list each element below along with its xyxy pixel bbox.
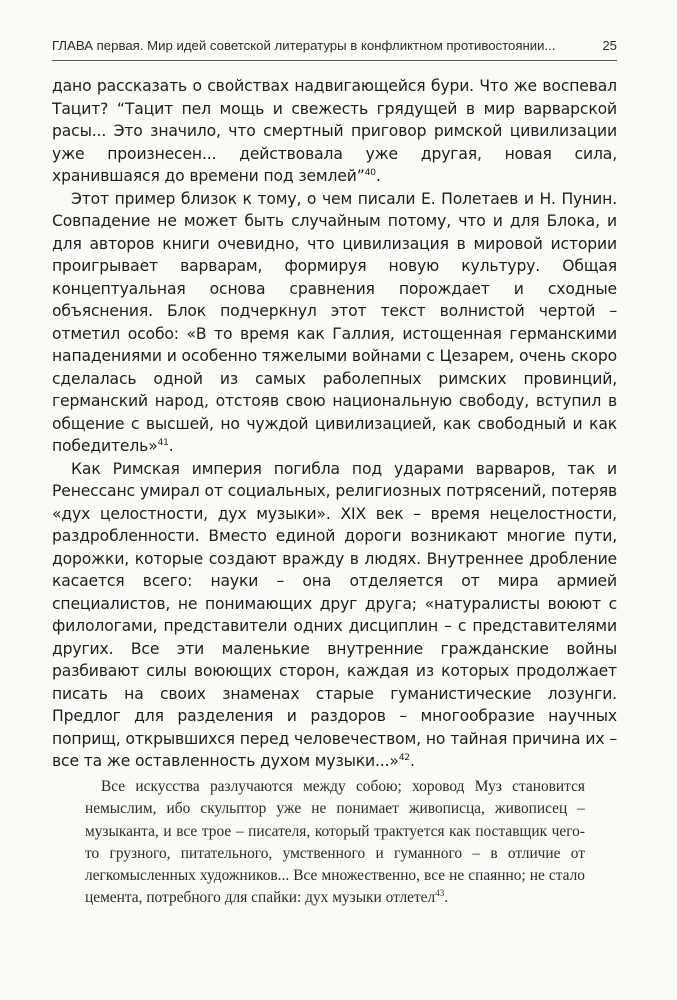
quote-paragraph: Все искусства разлучаются между собою; хоровод Муз становится немыслим, ибо скульптор уже не понимает живописца, живописец – музыканта, и все трое – писателя, который трактуется как поставщик чего-то грузного, питательного, умственного и гуманного – в отличие от легкомысленных художников... Все множественно, все не спаянно; не стало цемента, потребного для спайки: дух музыки отлетел$^{43}$. (85, 778, 585, 907)
footnote-ref[interactable]: 41 (157, 438, 169, 448)
paragraph-text: дано рассказать о свойствах надвигающейся бури. Что же воспевал Тацит? “Тацит пел мощь и свежесть грядущей в мир варварской расы... Это значило, что смертный приговор римской цивилизации уже произнесен... действовала уже другая, новая сила, хранившаяся до времени под землей” (52, 77, 617, 185)
footnote-ref[interactable]: 43 (435, 888, 445, 899)
block-quote (85, 776, 585, 910)
paragraph: дано рассказать о свойствах надвигающейся бури. Что же воспевал Тацит? “Тацит пел мощь и свежесть грядущей в мир варварской расы... Это значило, что смертный приговор римской цивилизации уже произнесен... действовала уже другая, новая сила, хранившаяся до времени под землей”$^{40}$. (52, 77, 617, 185)
paragraph-text: Как Римская империя погибла под ударами варваров, так и Ренессанс умирал от социальных, религиозных потрясений, потеряв «дух целостности, дух музыки». XIX век – время нецелостности, раздробленности. Вместо единой дороги возникают многие пути, дорожки, которые создают вражду в людях. Внутреннее дробление касается всего: науки – она отделяется от мира армией специалистов, не понимающих друг друга; «натуралисты воюют с филологами, представители одних дисциплин – с представителями других. Все эти маленькие внутренние гражданские войны разбивают силы воюющих сторон, каждая из которых продолжает писать на своих знаменах старые гуманистические лозунги. Предлог для разделения и раздоров – многообразие научных поприщ, открывшихся перед человечеством, но тайная причина их – все та же оставленность духом музыки...» (52, 459, 617, 770)
footnote-ref[interactable]: 40 (364, 168, 376, 178)
quote-text: Все искусства разлучаются между собою; хоровод Муз становится немыслим, ибо скульптор уже не понимает живописца, живописец – музыканта, и все трое – писателя, который трактуется как поставщик чего-то грузного, питательного, умственного и гуманного – в отличие от легкомысленных художников... Все множественно, все не спаянно; не стало цемента, потребного для спайки: дух музыки отлетел (85, 778, 585, 907)
page-number: 25 (602, 38, 617, 53)
chapter-title: ГЛАВА первая. Мир идей советской литературы в конфликтном противостоянии... (52, 38, 556, 53)
running-header (52, 38, 617, 61)
paragraph: Этот пример близок к тому, о чем писали Е. Полетаев и Н. Пунин. Совпадение не может быть случайным потому, что и для Блока, и для авторов книги очевидно, что цивилизация в мировой истории проигрывает варварам, формируя новую культуру. Общая концептуальная основа сравнения порождает и сходные объяснения. Блок подчеркнул этот текст волнистой чертой – отметил особо: «В то время как Галлия, истощенная германскими нападениями и особенно тяжелыми войнами с Цезарем, очень скоро сделалась одной из самых раболепных римских провинций, германский народ, отстояв свою национальную свободу, вступил в общение с высшей, но чуждой цивилизацией, как свободный и как победитель»$^{41}$. (52, 189, 617, 455)
paragraph-text: Этот пример близок к тому, о чем писали Е. Полетаев и Н. Пунин. Совпадение не может быть случайным потому, что и для Блока, и для авторов книги очевидно, что цивилизация в мировой истории проигрывает варварам, формируя новую культуру. Общая концептуальная основа сравнения порождает и сходные объяснения. Блок подчеркнул этот текст волнистой чертой – отметил особо: «В то время как Галлия, истощенная германскими нападениями и особенно тяжелыми войнами с Цезарем, очень скоро сделалась одной из самых раболепных римских провинций, германский народ, отстояв свою национальную свободу, вступил в общение с высшей, но чуждой цивилизацией, как свободный и как победитель» (52, 189, 617, 455)
main-text (52, 75, 617, 773)
footnote-ref[interactable]: 42 (398, 753, 410, 763)
paragraph: Как Римская империя погибла под ударами варваров, так и Ренессанс умирал от социальных, религиозных потрясений, потеряв «дух целостности, дух музыки». XIX век – время нецелостности, раздробленности. Вместо единой дороги возникают многие пути, дорожки, которые создают вражду в людях. Внутреннее дробление касается всего: науки – она отделяется от мира армией специалистов, не понимающих друг друга; «натуралисты воюют с филологами, представители одних дисциплин – с представителями других. Все эти маленькие внутренние гражданские войны разбивают силы воюющих сторон, каждая из которых продолжает писать на своих знаменах старые гуманистические лозунги. Предлог для разделения и раздоров – многообразие научных поприщ, открывшихся перед человечеством, но тайная причина их – все та же оставленность духом музыки...»$^{42}$. (52, 459, 617, 770)
